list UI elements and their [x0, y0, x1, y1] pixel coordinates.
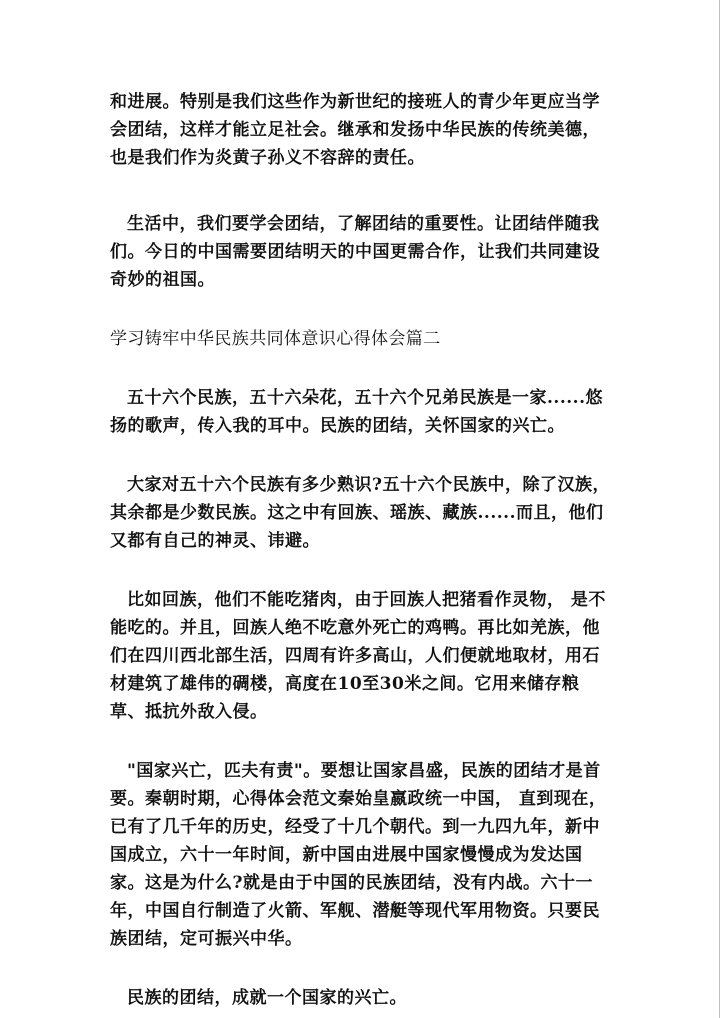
- paragraph-unity-life: 生活中，我们要学会团结，了解团结的重要性。让团结伴随我们。今日的中国需要团结明天的中国更需合作，让我们共同建设奇妙的祖国。: [110, 214, 600, 290]
- paragraph-conclusion: 民族的团结，成就一个国家的兴亡。: [127, 988, 407, 1008]
- paragraph-fifty-six-nations: 五十六个民族，五十六朵花，五十六个兄弟民族是一家......悠扬的歌声，传入我的耳中。民族的团结，关怀国家的兴亡。: [110, 388, 604, 436]
- document-body: [110, 88, 614, 1012]
- paragraph-minorities: 大家对五十六个民族有多少熟识?五十六个民族中，除了汉族，其余都是少数民族。这之中有回族、瑶族、藏族......而且，他们又都有自己的神灵、讳避。: [110, 475, 610, 551]
- section-heading: 学习铸牢中华民族共同体意识心得体会篇二: [110, 329, 441, 349]
- paragraph-continuation: 和进展。特别是我们这些作为新世纪的接班人的青少年更应当学会团结，这样才能立足社会。继承和发扬中华民族的传统美德，也是我们作为炎黄子孙义不容辞的责任。: [110, 92, 600, 168]
- paragraph-hui-qiang: 比如回族，他们不能吃猪肉，由于回族人把猪看作灵物， 是不能吃的。并且，回族人绝不吃意外死亡的鸡鸭。再比如羌族，他们在四川西北部生活，四周有许多高山，人们便就地取材，用石材建筑了雄伟的碉楼，高度在10至30米之间。它用来储存粮草、抵抗外敌入侵。: [110, 590, 606, 722]
- paragraph-national-rise: "国家兴亡，匹夫有责"。要想让国家昌盛，民族的团结才是首要。秦朝时期，心得体会范文秦始皇嬴政统一中国， 直到现在，已有了几千年的历史，经受了十几个朝代。到一九四九年，新中国成立，六十一年时间，新中国由进展中国家慢慢成为发达国家。这是为什么?就是由于中国的民族团结，没有内战。六十一年，中国自行制造了火箭、军舰、潜艇等现代军用物资。只要民族团结，定可振兴中华。: [110, 761, 607, 949]
